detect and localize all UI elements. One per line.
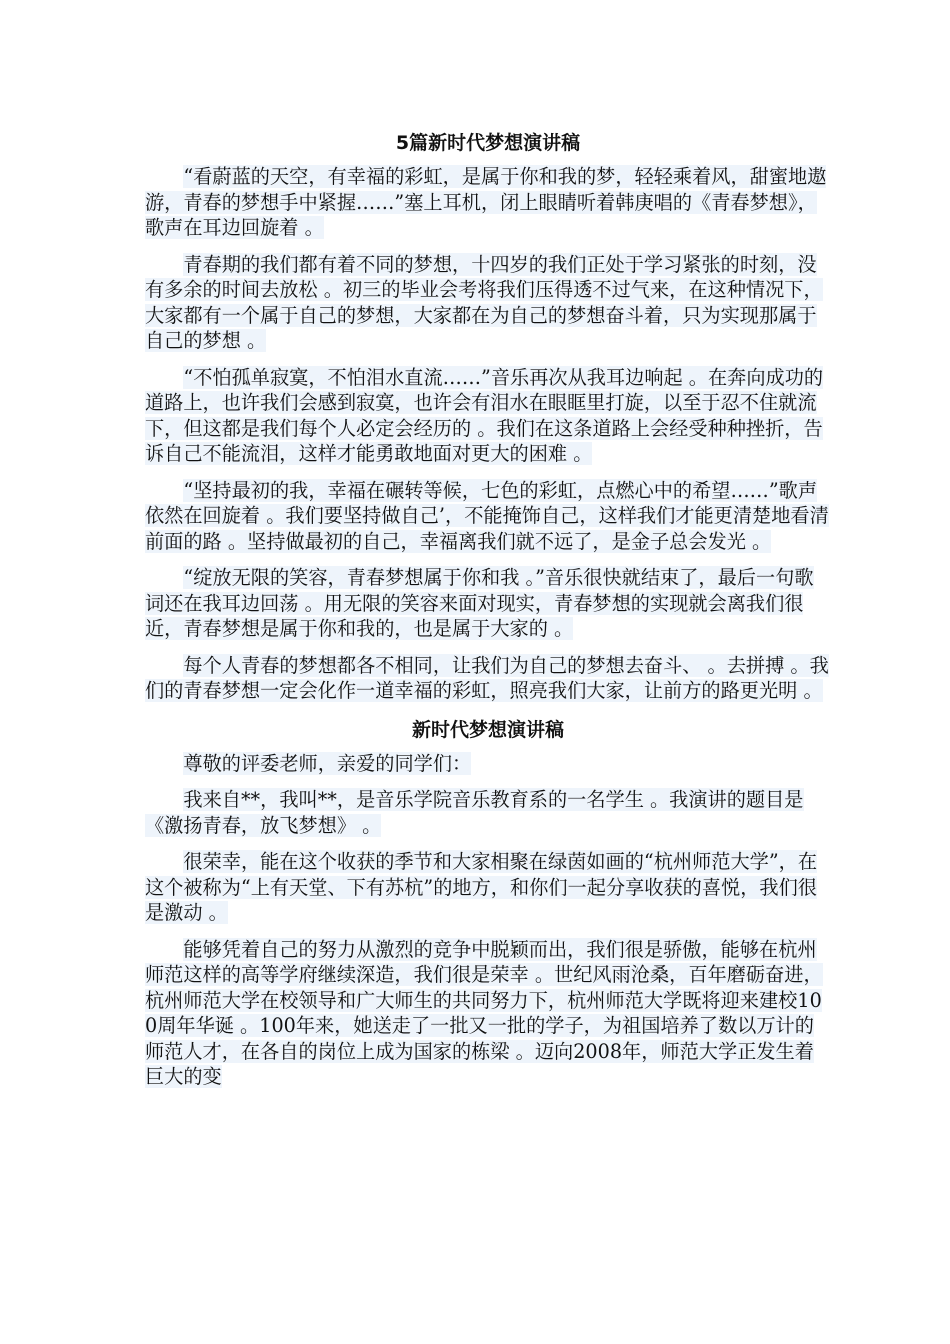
paragraph-text: “不怕孤单寂寞，不怕泪水直流……”音乐再次从我耳边响起 。在奔向成功的道路上，也许我们会感到寂寞，也许会有泪水在眼眶里打旋，以至于忍不住就流下，但这都是我们每个人必定会经历的 。我们在这条道路上会经受种种挫折，告诉自己不能流泪，这样才能勇敢地面对更大的困难 。: [145, 365, 824, 465]
paragraph-text: 尊敬的评委老师，亲爱的同学们：: [183, 751, 472, 775]
paragraph: [145, 565, 831, 642]
paragraph-text: 能够凭着自己的努力从激烈的竞争中脱颖而出，我们很是骄傲，能够在杭州师范这样的高等学府继续深造，我们很是荣幸 。世纪风雨沧桑，百年磨砺奋进，杭州师范大学在校领导和广大师生的共同努力下，杭州师范大学既将迎来建校100周年华诞 。100年来，她送走了一批又一批的学子，为祖国培养了数以万计的师范人才，在各自的岗位上成为国家的栋梁 。迈向2008年，师范大学正发生着巨大的变: [145, 937, 823, 1088]
paragraph: [145, 849, 831, 926]
paragraph-text: 很荣幸，能在这个收获的季节和大家相聚在绿茵如画的“杭州师范大学”，在这个被称为“上有天堂、下有苏杭”的地方，和你们一起分享收获的喜悦，我们很是激动 。: [145, 850, 818, 924]
paragraph: [145, 252, 831, 354]
paragraph: [145, 751, 831, 777]
paragraph-text: “坚持最初的我，幸福在碾转等候，七色的彩虹，点燃心中的希望……”歌声依然在回旋着 。我们要坚持做自己’，不能掩饰自己，这样我们才能更清楚地看清前面的路 。坚持做最初的自己，幸福离我们就不远了，是金子总会发光 。: [145, 478, 829, 553]
paragraph: [145, 787, 831, 838]
document-title: 5篇新时代梦想演讲稿: [395, 132, 581, 154]
paragraph-text: “看蔚蓝的天空，有幸福的彩虹，是属于你和我的梦，轻轻乘着风，甜蜜地遨游，青春的梦想手中紧握……”塞上耳机，闭上眼睛听着韩庚唱的《青春梦想》，歌声在耳边回旋着 。: [145, 165, 827, 239]
paragraph: [145, 937, 831, 1090]
paragraph: [145, 164, 831, 241]
paragraph-text: 青春期的我们都有着不同的梦想，十四岁的我们正处于学习紧张的时刻，没有多余的时间去放松 。初三的毕业会考将我们压得透不过气来，在这种情况下，大家都有一个属于自己的梦想，大家都在为自己的梦想奋斗着，只为实现那属于自己的梦想 。: [145, 252, 823, 352]
paragraph-text: 每个人青春的梦想都各不相同，让我们为自己的梦想去奋斗、 。去拼搏 。我们的青春梦想一定会化作一道幸福的彩虹，照亮我们大家，让前方的路更光明 。: [145, 653, 829, 702]
paragraph: [145, 478, 831, 555]
paragraph-text: 我来自**，我叫**，是音乐学院音乐教育系的一名学生 。我演讲的题目是《激扬青春，放飞梦想》 。: [145, 788, 804, 837]
document-body: [145, 128, 831, 1101]
section-title: 新时代梦想演讲稿: [411, 718, 564, 741]
paragraph: [145, 365, 831, 467]
paragraph: [145, 653, 831, 704]
paragraph-text: “绽放无限的笑容，青春梦想属于你和我 。”音乐很快就结束了，最后一句歌词还在我耳边回荡 。用无限的笑容来面对现实，青春梦想的实现就会离我们很近，青春梦想是属于你和我的，也是属于大家的 。: [145, 566, 814, 640]
